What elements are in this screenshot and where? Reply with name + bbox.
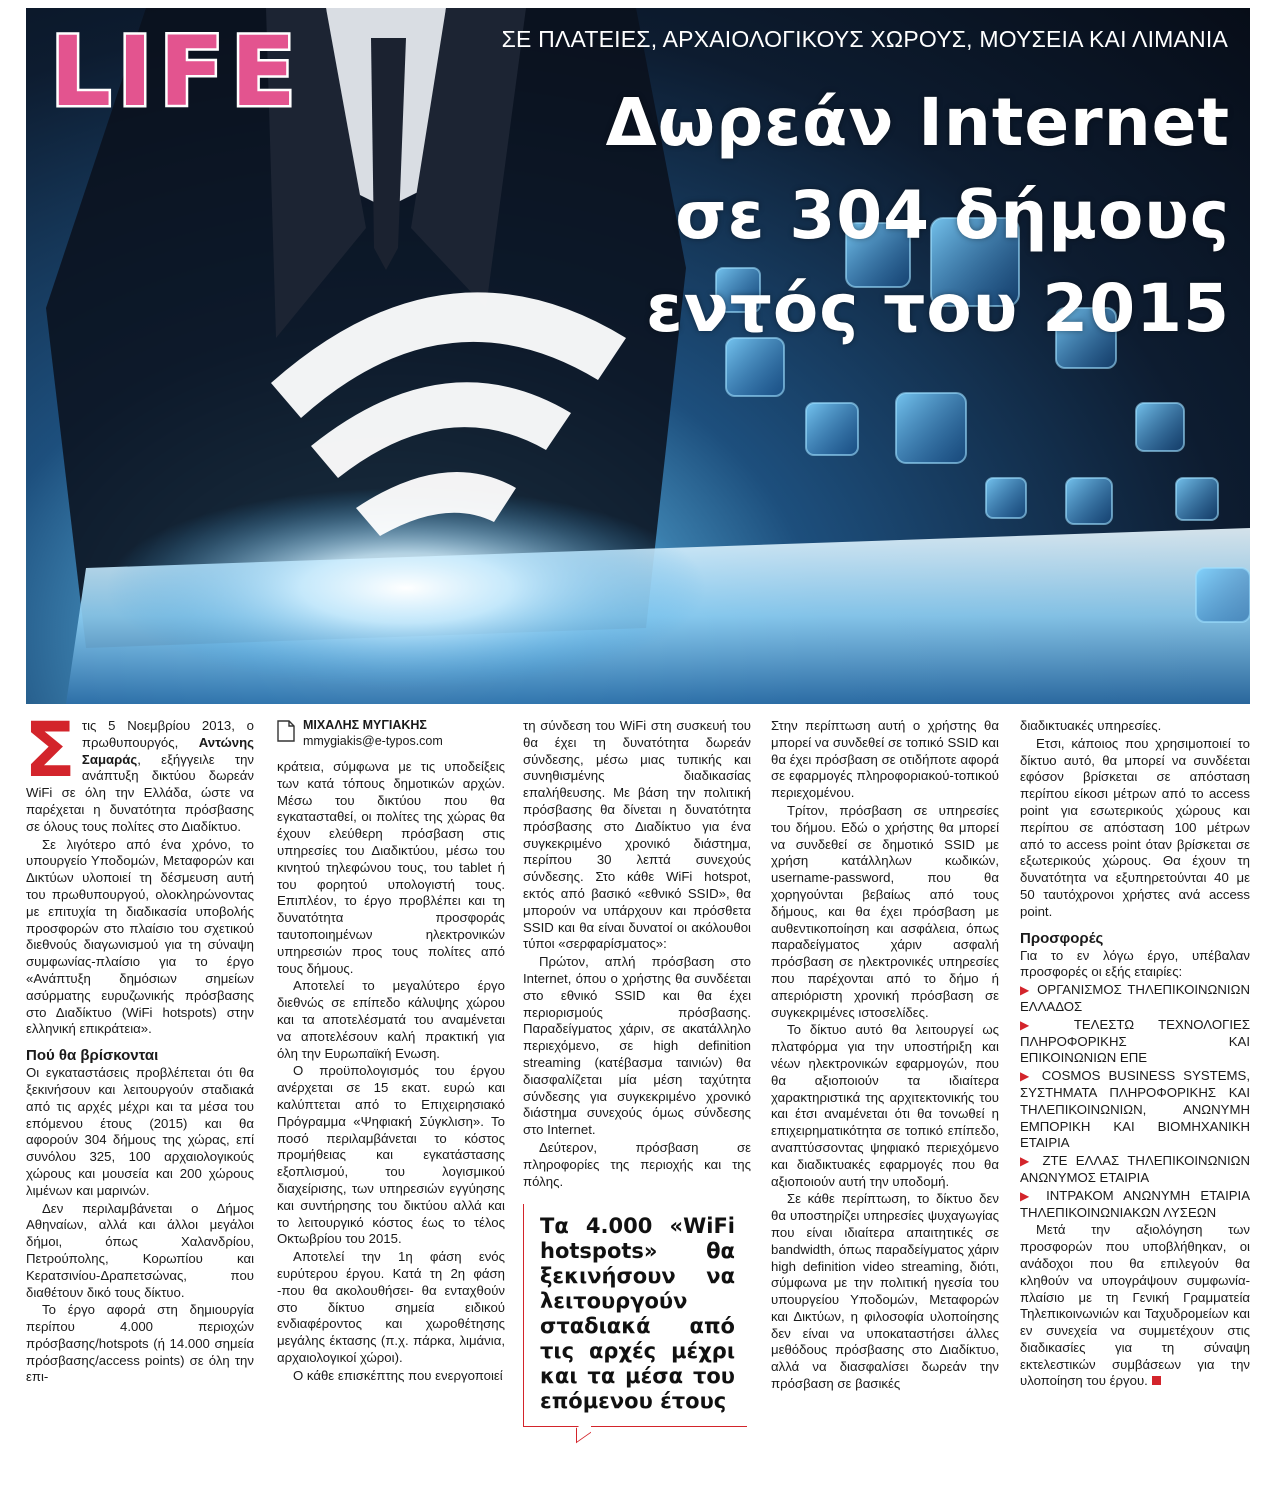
paragraph: Πρώτον, απλή πρόσβαση στο Internet, όπου ο χρήστης θα συνδέεται στο εθνικό SSID και θα έχει περιορισμούς πρόσβασης. Παραδείγματος χάριν, σε ακατάλληλο περιεχόμενο, σε high definition streaming (κατέβασμα ταινιών) θα διασφαλίζεται μία μέση ταχύτητα σύνδεσης για συγκεκριμένο χρονικό διάστημα συνεχούς όμως σύνδεσης στο Internet.: [523, 954, 751, 1138]
headline-line: Δωρεάν Internet: [605, 84, 1230, 161]
closing-text: Μετά την αξιολόγηση των προσφορών που υποβλήθηκαν, οι ανάδοχοι που θα επιλεγούν θα κληθούν να υπογράψουν συμφωνία-πλαίσιο με τη Γενική Γραμματεία Τηλεπικοινωνιών και Ταχυδρομείων και εν συνεχεία να συμμετέχουν στις διαδικασίες για τη σύναψη εκτελεστικών συμβάσεων για την υλοποίηση του έργου.: [1020, 1222, 1250, 1389]
column-2: [277, 718, 505, 1385]
paragraph: Οι εγκαταστάσεις προβλέπεται ότι θα ξεκινήσουν και λειτουργούν σταδιακά από τις αρχές μέχρι και τα μέσα του επόμενου έτους (2015) και θα αφορούν 304 δήμους της χώρας, επί συνόλου 325, 100 αρχαιολογικούς χώρους και μουσεία και 200 χώρους λιμένων και μαρινών.: [26, 1065, 254, 1198]
offer-item: [1020, 1153, 1250, 1187]
column-5: [1020, 718, 1250, 1391]
paragraph: Αποτελεί την 1η φάση ενός ευρύτερου έργου. Κατά τη 2η φάση -που θα ακολουθήσει- θα ενταχθούν στο δίκτυο σημεία ειδικού ενδιαφέροντος και χωροθέτησης μεγάλης έκτασης (π.χ. πάρκα, λιμάνια, αρχαιολογικοί χώροι).: [277, 1249, 505, 1365]
paragraph: Σε κάθε περίπτωση, το δίκτυο δεν θα υποστηρίζει υπηρεσίες ψυχαγωγίας που είναι ιδιαίτερα απαιτητικές σε bandwidth, όπως παραδείγματος χάριν high definition video streaming, διότι, σύμφωνα με την πολιτική ηγεσία του υπουργείου Υποδομών, Μεταφορών και Δικτύων, η φιλοσοφία υλοποίησης δεν είναι να υποκαταστήσει άλλες μεθόδους πρόσβασης στο Διαδίκτυο, αλλά να διασφαλίσει δωρεάν την πρόσβαση σε βασικές: [771, 1191, 999, 1392]
paragraph: κράτεια, σύμφωνα με τις υποδείξεις των κατά τόπους δημοτικών αρχών. Μέσω του δικτύου που θα εγκατασταθεί, οι πολίτες της χώρας θα έχουν ελεύθερη πρόσβαση στις υπηρεσίες του Διαδικτύου, μέσω του κινητού τηλεφώνου τους, του tablet ή του φορητού υπολογιστή τους. Επιπλέον, το έργο προβλέπει και τη δυνατότητα προσφοράς ταυτοποιημένων ηλεκτρονικών υπηρεσιών προς τους πολίτες από τους δήμους.: [277, 759, 505, 976]
paragraph: Το δίκτυο αυτό θα λειτουργεί ως πλατφόρμα για την υποστήριξη και νέων ηλεκτρονικών εφαρμογών, που θα αξιοποιούν τα ιδιαίτερα χαρακτηριστικά της αρχιτεκτονικής του και έτσι αναμένεται ότι θα τονωθεί η επιχειρηματικότητα σε τοπικό επίπεδο, αναπτύσσοντας ψηφιακό περιεχόμενο και διαδικτυακές εφαρμογές που θα αξιοποιούν αυτή την υποδομή.: [771, 1022, 999, 1189]
lead-name: Αντώνης Σαμαράς: [81, 734, 254, 767]
hero-image: [26, 8, 1250, 704]
headline: [606, 76, 1230, 355]
author-byline: [277, 718, 505, 749]
paragraph: Ο προϋπολογισμός του έργου ανέρχεται σε 15 εκατ. ευρώ και καλύπτεται από το Επιχειρησιακό Πρόγραμμα «Ψηφιακή Σύγκλιση». Το ποσό περιλαμβάνεται το κόστος προμήθειας και εγκατάστασης εξοπλισμού, του λογισμικού διαχείρισης, των υπηρεσιών εγγύησης και συντήρησης του δικτύου αλλά και το λειτουργικό κόστος έως το τέλος Οκτωβρίου του 2015.: [277, 1063, 505, 1247]
paragraph: [1020, 1222, 1250, 1390]
end-mark-icon: [1152, 1376, 1161, 1385]
paragraph: Ο κάθε επισκέπτης που ενεργοποιεί: [293, 1367, 503, 1383]
headline-line: σε 304 δήμους: [675, 177, 1230, 254]
offer-name: ΖΤΕ ΕΛΛΑΣ ΤΗΛΕΠΙΚΟΙΝΩΝΙΩΝ ΑΝΩΝΥΜΟΣ ΕΤΑΙΡΙΑ: [1020, 1153, 1250, 1185]
pull-quote-text: Τα 4.000 «WiFi hotspots» θα ξεκινήσουν να λειτουργούν σταδιακά από τις αρχές μέχρι και τα μέσα του επόμενου έτους: [540, 1214, 735, 1414]
subheading: Πού θα βρίσκονται: [26, 1047, 159, 1065]
offer-item: [1020, 1188, 1250, 1222]
paragraph: Στην περίπτωση αυτή ο χρήστης θα μπορεί να συνδεθεί σε τοπικό SSID και θα έχει πρόσβαση σε οτιδήποτε αφορά σε εφαρμογές πληροφοριακού-τοπικού περιεχομένου.: [771, 718, 999, 801]
paragraph: Τρίτον, πρόσβαση σε υπηρεσίες του δήμου. Εδώ ο χρήστης θα μπορεί να συνδεθεί σε δημοτικό SSID με χρήση κατάλληλων κωδικών, username-password, που θα χορηγούνται βεβαίως από τους δήμους, και θα έχει πρόσβαση με αυθεντικοποίηση και ασφάλεια, όπως παραδείγματος χάριν ασφαλή πρόσβαση σε ηλεκτρονικές υπηρεσίες που παρέχονται από το δήμο ή απεριόριστη χρονική πρόσβαση σε συγκεκριμένες ιστοσελίδες.: [771, 802, 999, 1020]
paragraph: Σε λιγότερο από ένα χρόνο, το υπουργείο Υποδομών, Μεταφορών και Δικτύων υλοποιεί τη δέσμευση αυτή του πρωθυπουργού, ολοκληρώνοντας με επιτυχία τη διαδικασία υποβολής προσφορών στο πλαίσιο του σχετικού διεθνούς διαγωνισμού για τη σύναψη συμφωνίας-πλαίσιο για το έργο «Ανάπτυξη δημόσιων σημείων ασύρματης ευρυζωνικής πρόσβασης στο Διαδίκτυο (WiFi hotspots) στην ελληνική επικράτεια».: [26, 836, 254, 1037]
pull-quote-tail: [576, 1418, 591, 1444]
lead-paragraph: [24, 705, 254, 836]
paragraph: Δεν περιλαμβάνεται ο Δήμος Αθηναίων, αλλά και άλλοι μεγάλοι δήμοι, όπως Χαλανδρίου, Πετρούπολης, Κορωπίου και Κερατσινίου-Δραπετσώνας, που διαθέτουν δικό τους δίκτυο.: [26, 1200, 254, 1300]
lead-text-rest: , εξήγγειλε την ανάπτυξη δικτύου δωρεάν WiFi σε όλη την Ελλάδα, ώστε να παρέχεται η δυνατότητα πρόσβασης σε όλους τους πολίτες στο Διαδίκτυο.: [26, 751, 254, 834]
headline-line: εντός του 2015: [646, 270, 1230, 347]
kicker: ΣΕ ΠΛΑΤΕΙΕΣ, ΑΡΧΑΙΟΛΟΓΙΚΟΥΣ ΧΩΡΟΥΣ, ΜΟΥΣΕΙΑ ΚΑΙ ΛΙΜΑΝΙΑ: [501, 26, 1228, 52]
column-4: [771, 718, 999, 1394]
paragraph: Το έργο αφορά στη δημιουργία περίπου 4.000 περιοχών πρόσβασης/hotspots (ή 14.000 σημεία πρόσβασης/access points) σε όλη την επι-: [26, 1302, 254, 1385]
triangle-icon: ▶: [1020, 1154, 1035, 1169]
dropcap: Σ: [24, 705, 76, 794]
triangle-icon: ▶: [1020, 1188, 1036, 1203]
offer-item: [1020, 982, 1250, 1016]
column-1: [24, 705, 254, 1387]
subheading: Προσφορές: [1020, 929, 1104, 947]
offer-name: ΤΕΛΕΣΤΩ ΤΕΧΝΟΛΟΓΙΕΣ ΠΛΗΡΟΦΟΡΙΚΗΣ ΚΑΙ ΕΠΙΚΟΙΝΩΝΙΩΝ ΕΠΕ: [1020, 1016, 1250, 1066]
column-3: [523, 718, 751, 1427]
triangle-icon: ▶: [1020, 983, 1032, 998]
paragraph: τη σύνδεση του WiFi στη συσκευή του θα έχει τη δυνατότητα δωρεάν σύνδεσης, μέσω μιας τυπικής και συνηθισμένης διαδικασίας επαλήθευσης. Με βάση την πολιτική πρόσβασης θα δίνεται η δυνατότητα πρόσβασης στο Διαδίκτυο για ένα συγκεκριμένο χρονικό διάστημα, περίπου 30 λεπτά συνεχούς σύνδεσης. Στο κάθε WiFi hotspot, εκτός από βασικό «εθνικό SSID», θα μπορούν να υπάρχουν και πρόσθετα SSID και θα είναι δυνατοί οι ακόλουθοι τύποι «σερφαρίσματος»:: [523, 718, 751, 952]
pull-quote: [523, 1204, 747, 1427]
triangle-icon: ▶: [1020, 1069, 1034, 1084]
paragraph: διαδικτυακές υπηρεσίες.: [1020, 718, 1162, 733]
author-email[interactable]: mmygiakis@e-typos.com: [303, 734, 443, 748]
paragraph: Δεύτερον, πρόσβαση σε πληροφορίες της περιοχής και της πόλης.: [523, 1139, 751, 1189]
lead-text: τις 5 Νοεμβρίου 2013, ο πρωθυπουργός,: [81, 718, 254, 750]
offer-item: [1020, 1068, 1250, 1152]
section-label: LIFE: [50, 16, 303, 128]
triangle-icon: ▶: [1020, 1017, 1050, 1032]
offer-name: ΟΡΓΑΝΙΣΜΟΣ ΤΗΛΕΠΙΚΟΙΝΩΝΙΩΝ ΕΛΛΑΔΟΣ: [1020, 982, 1250, 1014]
paragraph: Για το εν λόγω έργο, υπέβαλαν προσφορές οι εξής εταιρίες:: [1020, 947, 1250, 980]
paragraph: Ετσι, κάποιος που χρησιμοποιεί το δίκτυο αυτό, θα μπορεί να συνδέεται εφόσον βρίσκεται σε απόσταση περίπου είκοσι μέτρων από το access point για εσωτερικούς χώρους και περίπου σε απόσταση 100 μέτρων από το access point όταν βρίσκεται σε εξωτερικούς χώρους. Θα έχουν τη δυνατότητα να εξυπηρετούνται 40 με 50 ταυτόχρονοι χρήστες ανά access point.: [1020, 735, 1250, 919]
document-icon: [277, 720, 295, 742]
paragraph: Αποτελεί το μεγαλύτερο έργο διεθνώς σε επίπεδο κάλυψης χώρου και τα αποτελέσματά του αναμένεται να αποτελέσουν καλή πρακτική για όλη την Ευρωπαϊκή Ενωση.: [277, 978, 505, 1061]
offer-item: [1020, 1017, 1250, 1067]
author-name: ΜΙΧΑΛΗΣ ΜΥΓΙΑΚΗΣ: [303, 718, 427, 732]
offer-name: ΙΝΤΡΑΚΟΜ ΑΝΩΝΥΜΗ ΕΤΑΙΡΙΑ ΤΗΛΕΠΙΚΟΙΝΩΝΙΑΚΩΝ ΛΥΣΕΩΝ: [1020, 1187, 1250, 1220]
offer-name: COSMOS BUSINESS SYSTEMS, ΣΥΣΤΗΜΑΤΑ ΠΛΗΡΟΦΟΡΙΚΗΣ ΚΑΙ ΤΗΛΕΠΙΚΟΙΝΩΝΙΩΝ, ΑΝΩΝΥΜΗ ΕΜΠΟΡΙΚΗ ΚΑΙ ΒΙΟΜΗΧΑΝΙΚΗ ΕΤΑΙΡΙΑ: [1020, 1068, 1250, 1151]
